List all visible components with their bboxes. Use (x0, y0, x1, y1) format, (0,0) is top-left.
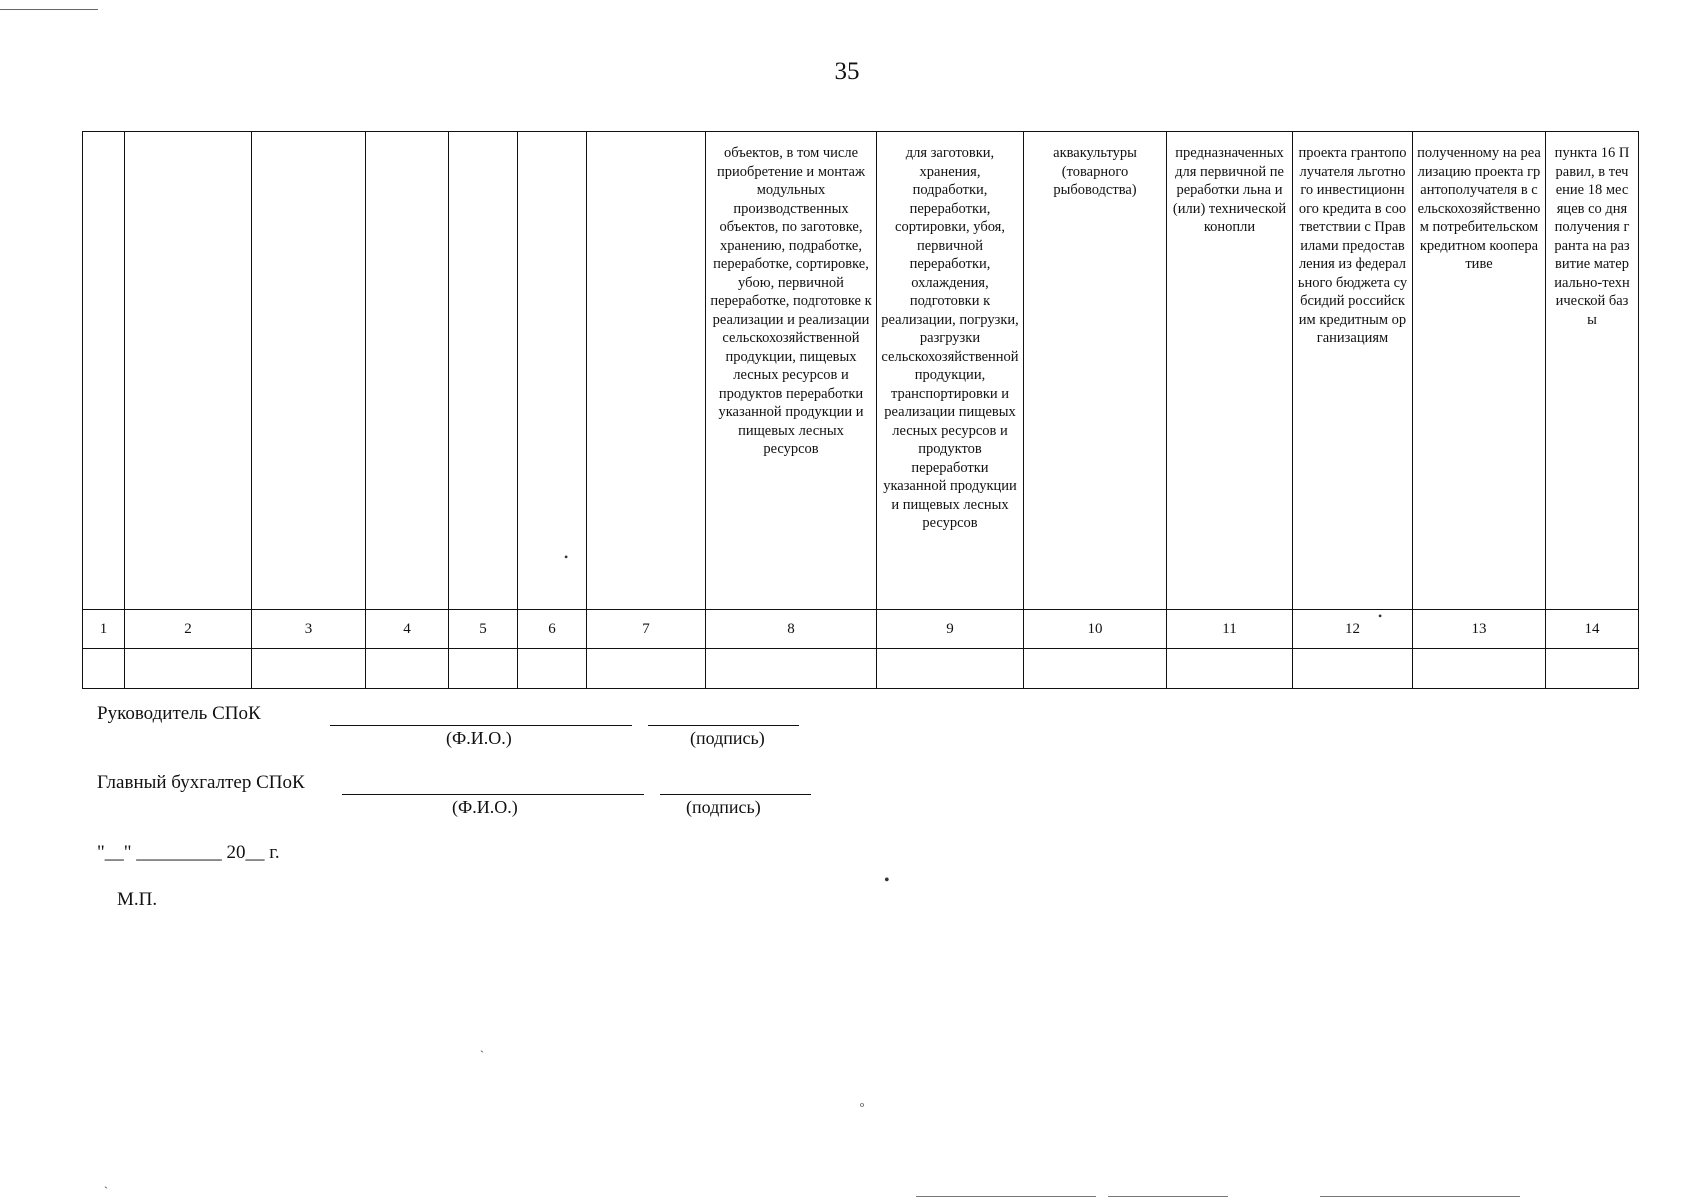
header-cell-9: для заготовки, хранения, подработки, переработки, сортировки, убоя, первичной переработки, охлаждения, подготовки к реализации, погрузки, разгрузки сельскохозяйственной продукции, транспортировки и реализации пищевых лесных ресурсов и продуктов переработки указанной продукции и пищевых лесных ресурсов (877, 132, 1024, 610)
scan-speck: • (884, 872, 890, 889)
column-number: 1 (83, 610, 125, 649)
header-cell-2 (125, 132, 252, 610)
column-number: 5 (449, 610, 518, 649)
column-number: 12 (1293, 610, 1413, 649)
column-number: 11 (1167, 610, 1293, 649)
accountant-sign-caption: (подпись) (686, 797, 761, 817)
table-row (83, 649, 1639, 689)
table-cell (252, 649, 366, 689)
header-cell-8: объектов, в том числе приобретение и монтаж модульных производственных объектов, по заготовке, хранению, подработке, переработке, сортировке, убою, первичной переработке, подготовке к реализации и реализации сельскохозяйственной продукции, пищевых лесных ресурсов и продуктов переработки указанной продукции и пищевых лесных ресурсов (706, 132, 877, 610)
header-cell-6 (518, 132, 587, 610)
column-number: 2 (125, 610, 252, 649)
column-number: 13 (1413, 610, 1546, 649)
accountant-name-caption: (Ф.И.О.) (452, 797, 518, 817)
column-number: 3 (252, 610, 366, 649)
accountant-sign-line (660, 794, 811, 795)
table-cell (1024, 649, 1167, 689)
column-number: 6 (518, 610, 587, 649)
table-cell (83, 649, 125, 689)
scan-speck: ` (104, 1184, 108, 1198)
table-cell (706, 649, 877, 689)
column-number: 8 (706, 610, 877, 649)
column-number-row (83, 610, 1639, 649)
table-cell (587, 649, 706, 689)
bottom-scan-rule (1320, 1196, 1520, 1197)
scan-speck: • (564, 550, 569, 564)
table-cell (1167, 649, 1293, 689)
header-cell-11: предназначенных для первичной переработки льна и (или) технической конопли (1167, 132, 1293, 610)
scan-speck: o (860, 1100, 864, 1109)
table-cell (518, 649, 587, 689)
head-name-caption: (Ф.И.О.) (446, 728, 512, 748)
header-cell-3 (252, 132, 366, 610)
head-signature-label: Руководитель СПоК (97, 703, 261, 724)
scan-speck: • (1378, 609, 1383, 623)
header-cell-12: проекта грантополучателя льготного инвестиционного кредита в соответствии с Правилами предоставления из федерального бюджета субсидий российским кредитным организациям (1293, 132, 1413, 610)
head-sign-caption: (подпись) (690, 728, 765, 748)
table-cell (125, 649, 252, 689)
stamp-placeholder: М.П. (117, 889, 158, 910)
table-cell (1546, 649, 1639, 689)
header-cell-5 (449, 132, 518, 610)
table-header-row (83, 132, 1639, 610)
table-cell (877, 649, 1024, 689)
column-number: 14 (1546, 610, 1639, 649)
table-cell (1293, 649, 1413, 689)
column-number: 10 (1024, 610, 1167, 649)
header-cell-7 (587, 132, 706, 610)
data-table (82, 131, 1639, 689)
table-cell (366, 649, 449, 689)
page-number: 35 (834, 58, 860, 85)
header-cell-10: аквакультуры (товарного рыбоводства) (1024, 132, 1167, 610)
header-cell-14: пункта 16 Правил, в течение 18 месяцев со дня получения гранта на развитие материально-технической базы (1546, 132, 1639, 610)
table-cell (449, 649, 518, 689)
accountant-name-line (342, 794, 644, 795)
accountant-signature-label: Главный бухгалтер СПоК (97, 772, 305, 793)
header-cell-1 (83, 132, 125, 610)
column-number: 7 (587, 610, 706, 649)
table-cell (1413, 649, 1546, 689)
column-number: 4 (366, 610, 449, 649)
column-number: 9 (877, 610, 1024, 649)
bottom-scan-rule (1108, 1196, 1228, 1197)
date-line: "__" _________ 20__ г. (97, 842, 280, 863)
head-name-line (330, 725, 632, 726)
header-cell-13: полученному на реализацию проекта грантополучателя в сельскохозяйственном потребительском кредитном кооперативе (1413, 132, 1546, 610)
bottom-scan-rule (916, 1196, 1096, 1197)
header-cell-4 (366, 132, 449, 610)
scan-speck: ` (480, 1048, 484, 1062)
head-sign-line (648, 725, 799, 726)
top-left-rule (0, 9, 98, 10)
